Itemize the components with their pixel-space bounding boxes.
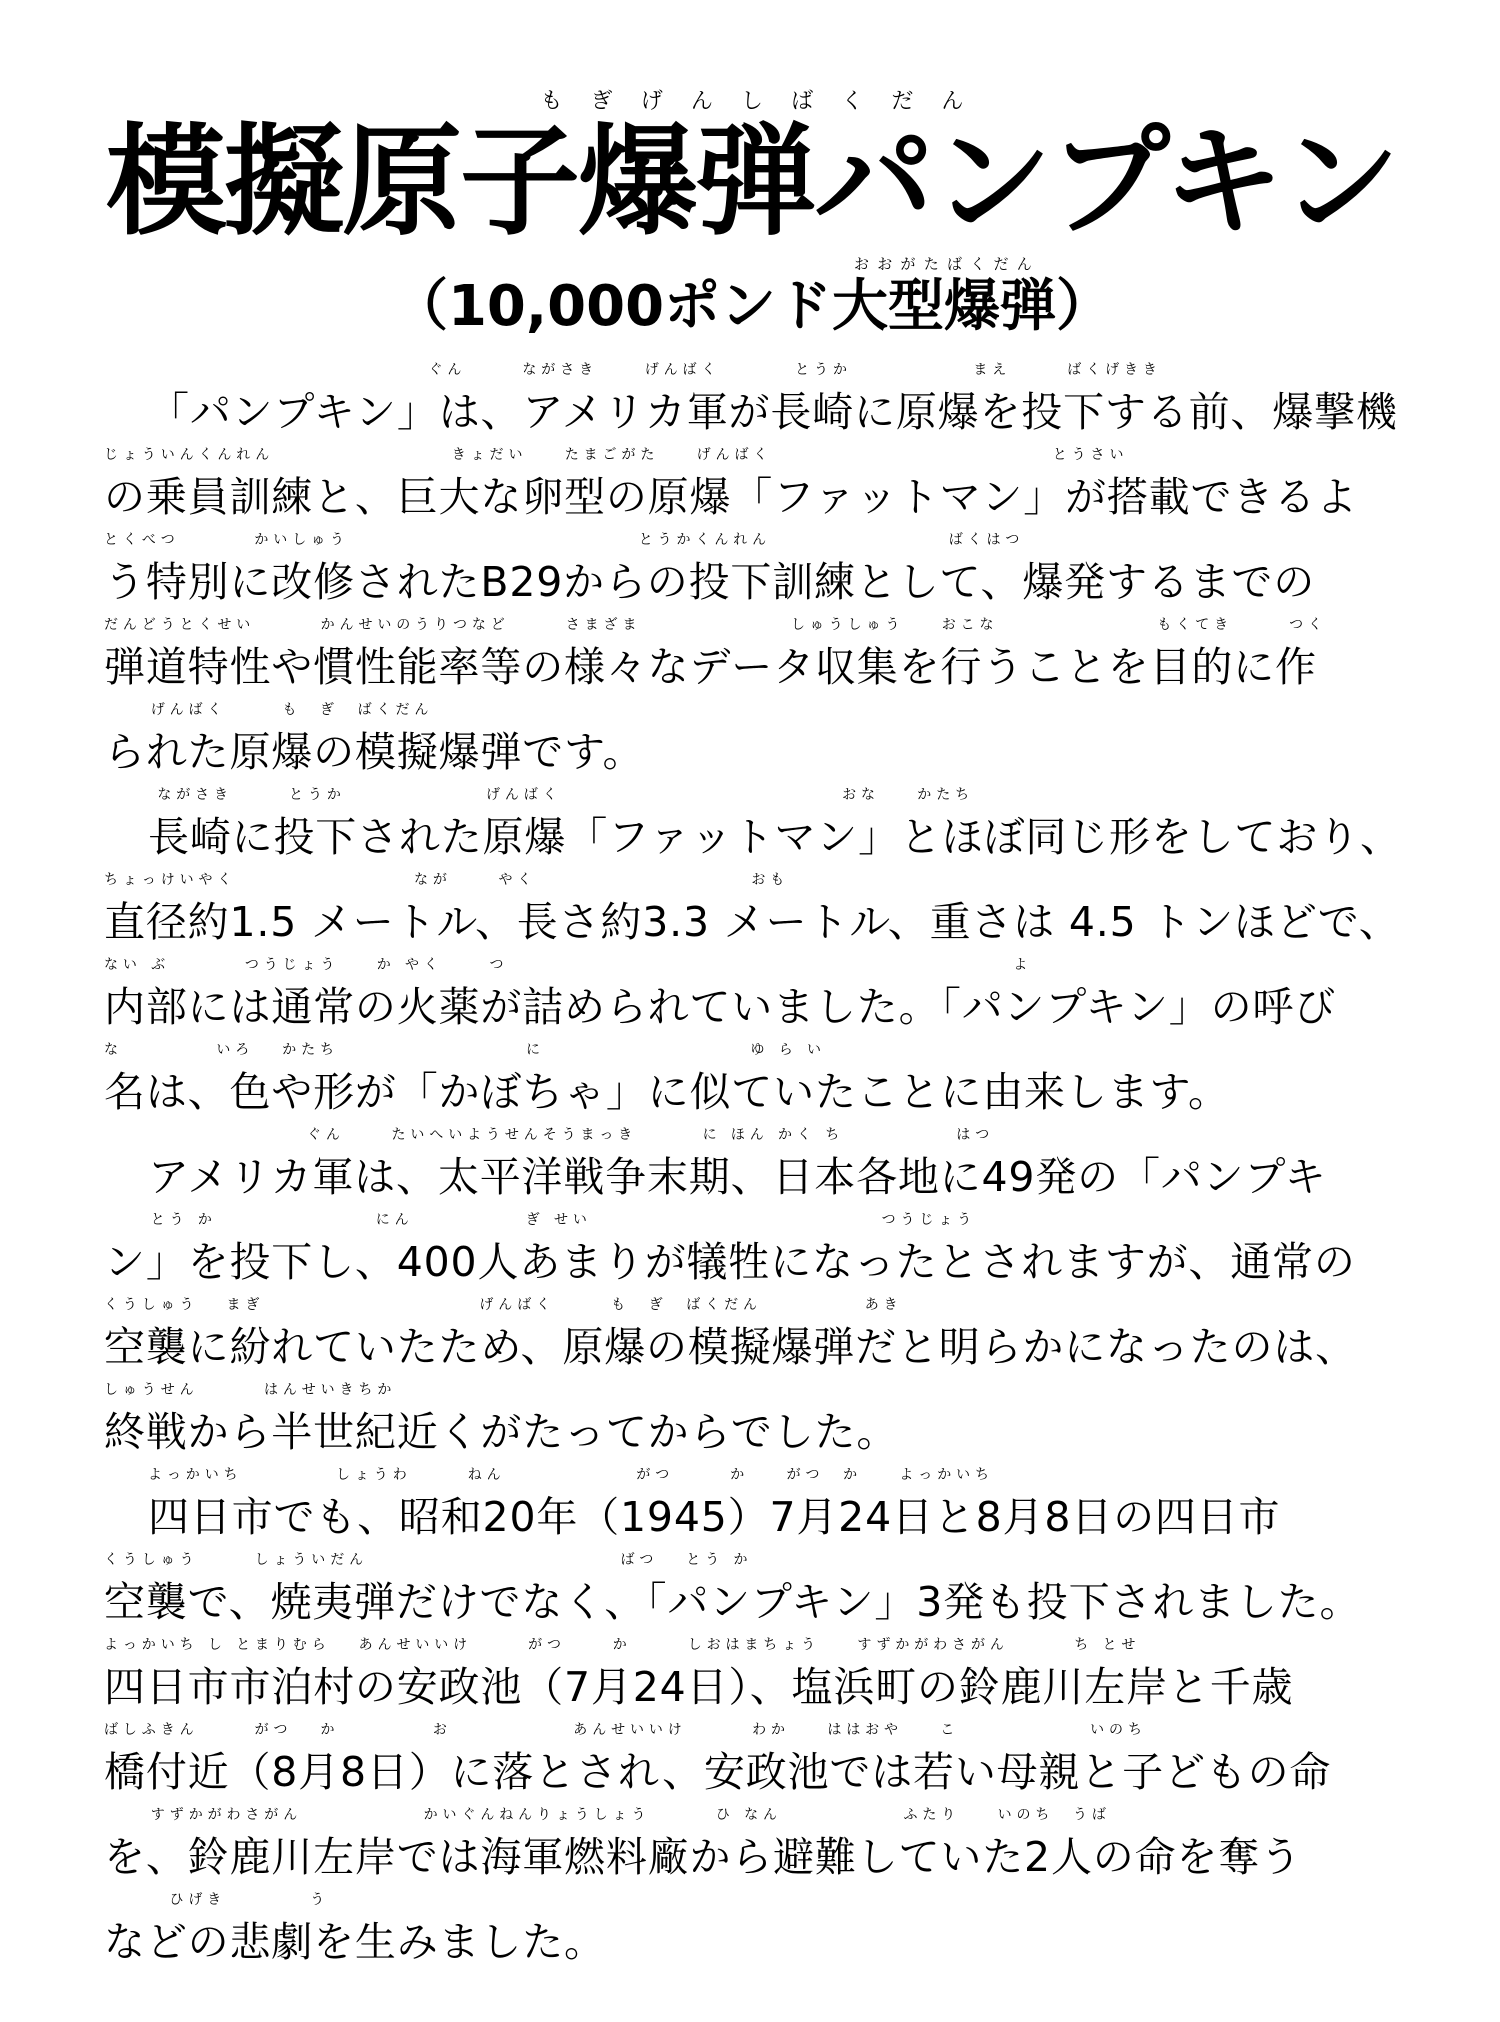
body-text-line: 長崎に投下された原爆「ファットマン」とほぼ同じ形をしており、 (148, 813, 1402, 861)
ruby-annotation: ない ぶ つうじょう か やく つ よ (104, 957, 1033, 973)
text-line (104, 869, 1400, 954)
body-text (104, 359, 1400, 1974)
body-text-line: 内部には通常の火薬が詰められていました。「パンプキン」の呼び (104, 983, 1337, 1031)
body-text-line: ン」を投下し、400人あまりが犠牲になったとされますが、通常の (104, 1238, 1356, 1286)
body-text-line: 「パンプキン」は、アメリカ軍が長崎に原爆を投下する前、爆撃機 (148, 388, 1398, 436)
ruby-annotation: ばしふきん がつ か お あんせいいけ わか ははおや こ いのち (104, 1722, 1147, 1738)
ruby-annotation: な いろ かたち に ゆ ら い (104, 1042, 826, 1058)
ruby-annotation: とう か にん ぎ せい つうじょう (104, 1212, 977, 1228)
text-line (104, 1634, 1400, 1719)
ruby-annotation: ぐん たいへいようせんそうまっき に ほん かく ち はつ (148, 1127, 995, 1143)
text-line (104, 529, 1400, 614)
text-line (104, 1804, 1400, 1889)
body-text-line: 弾道特性や慣性能率等の様々なデータ収集を行うことを目的に作 (104, 643, 1317, 691)
page-subtitle: （10,000ポンド大型爆弾） (391, 274, 1113, 339)
ruby-annotation: げんばく も ぎ ばくだん (104, 702, 434, 718)
ruby-annotation: よっかいち しょうわ ねん がつ か がつ か よっかいち (148, 1467, 994, 1483)
text-line (104, 954, 1400, 1039)
ruby-annotation: ちょっけいやく なが やく おも (104, 872, 790, 888)
text-line (104, 359, 1400, 444)
text-line (104, 1379, 1400, 1464)
text-line (104, 1124, 1400, 1209)
body-text-line: 四日市市泊村の安政池（7月24日）、塩浜町の鈴鹿川左岸と千歳 (104, 1663, 1294, 1711)
ruby-annotation: くうしゅう まぎ げんばく も ぎ ばくだん あき (104, 1297, 903, 1313)
ruby-annotation: じょういんくんれん きょだい たまごがた げんばく とうさい (104, 447, 1129, 463)
ruby-annotation: すずかがわさがん かいぐんねんりょうしょう ひ なん ふたり いのち うば (104, 1807, 1111, 1823)
ruby-annotation: だんどうとくせい かんせいのうりつなど さまざま しゅうしゅう おこな もくてき つく (104, 617, 1327, 633)
body-text-line: を、鈴鹿川左岸では海軍燃料廠から避難していた2人の命を奪う (104, 1833, 1302, 1881)
body-text-line: 橋付近（8月8日）に落とされ、安政池では若い母親と子どもの命 (104, 1748, 1332, 1796)
text-line (104, 1889, 1400, 1974)
body-text-line: の乗員訓練と、巨大な卵型の原爆「ファットマン」が搭載できるよ (104, 473, 1358, 521)
body-text-line: 四日市でも、昭和20年（1945）7月24日と8月8日の四日市 (148, 1493, 1281, 1541)
subtitle-ruby: おおがたばくだん (853, 255, 1040, 273)
ruby-annotation: よっかいち し とまりむら あんせいいけ がつ か しおはまちょう すずかがわさがん ち とせ (104, 1637, 1141, 1653)
page-title: 模擬原子爆弾パンプキン (106, 113, 1398, 252)
body-text-line: う特別に改修されたB29からの投下訓練として、爆発するまでの (104, 558, 1316, 606)
body-text-line: アメリカ軍は、太平洋戦争末期、日本各地に49発の「パンプキ (148, 1153, 1327, 1201)
text-line (104, 784, 1400, 869)
ruby-annotation: ながさき とうか げんばく おな かたち (148, 787, 975, 803)
ruby-annotation: ぐん ながさき げんばく とうか まえ ばくげきき (148, 362, 1162, 378)
body-text-line: られた原爆の模擬爆弾です。 (104, 728, 645, 776)
body-text-line: などの悲劇を生みました。 (104, 1918, 606, 1966)
title-ruby: も ぎ げ ん し ば く だ ん (540, 89, 974, 114)
ruby-annotation: ひげき う (104, 1892, 330, 1908)
ruby-annotation: とくべつ かいしゅう とうかくんれん ばくはつ (104, 532, 1025, 548)
body-text-line: 空襲に紛れていたため、原爆の模擬爆弾だと明らかになったのは、 (104, 1323, 1357, 1371)
text-line (104, 1549, 1400, 1634)
text-line (104, 444, 1400, 529)
ruby-annotation: しゅうせん はんせいきちか (104, 1382, 397, 1398)
text-line (104, 1039, 1400, 1124)
text-line (104, 1719, 1400, 1804)
text-line (104, 1294, 1400, 1379)
text-line (104, 1464, 1400, 1549)
text-line (104, 1209, 1400, 1294)
title-block (104, 85, 1400, 339)
body-text-line: 直径約1.5 メートル、長さ約3.3 メートル、重さは 4.5 トンほどで、 (104, 898, 1401, 946)
body-text-line: 名は、色や形が「かぼちゃ」に似ていたことに由来します。 (104, 1068, 1230, 1116)
text-line (104, 614, 1400, 699)
ruby-annotation: くうしゅう しょういだん ばつ とう か (104, 1552, 753, 1568)
body-text-line: 空襲で、焼夷弾だけでなく、「パンプキン」3発も投下されました。 (104, 1578, 1362, 1626)
body-text-line: 終戦から半世紀近くがたってからでした。 (104, 1408, 899, 1456)
text-line (104, 699, 1400, 784)
